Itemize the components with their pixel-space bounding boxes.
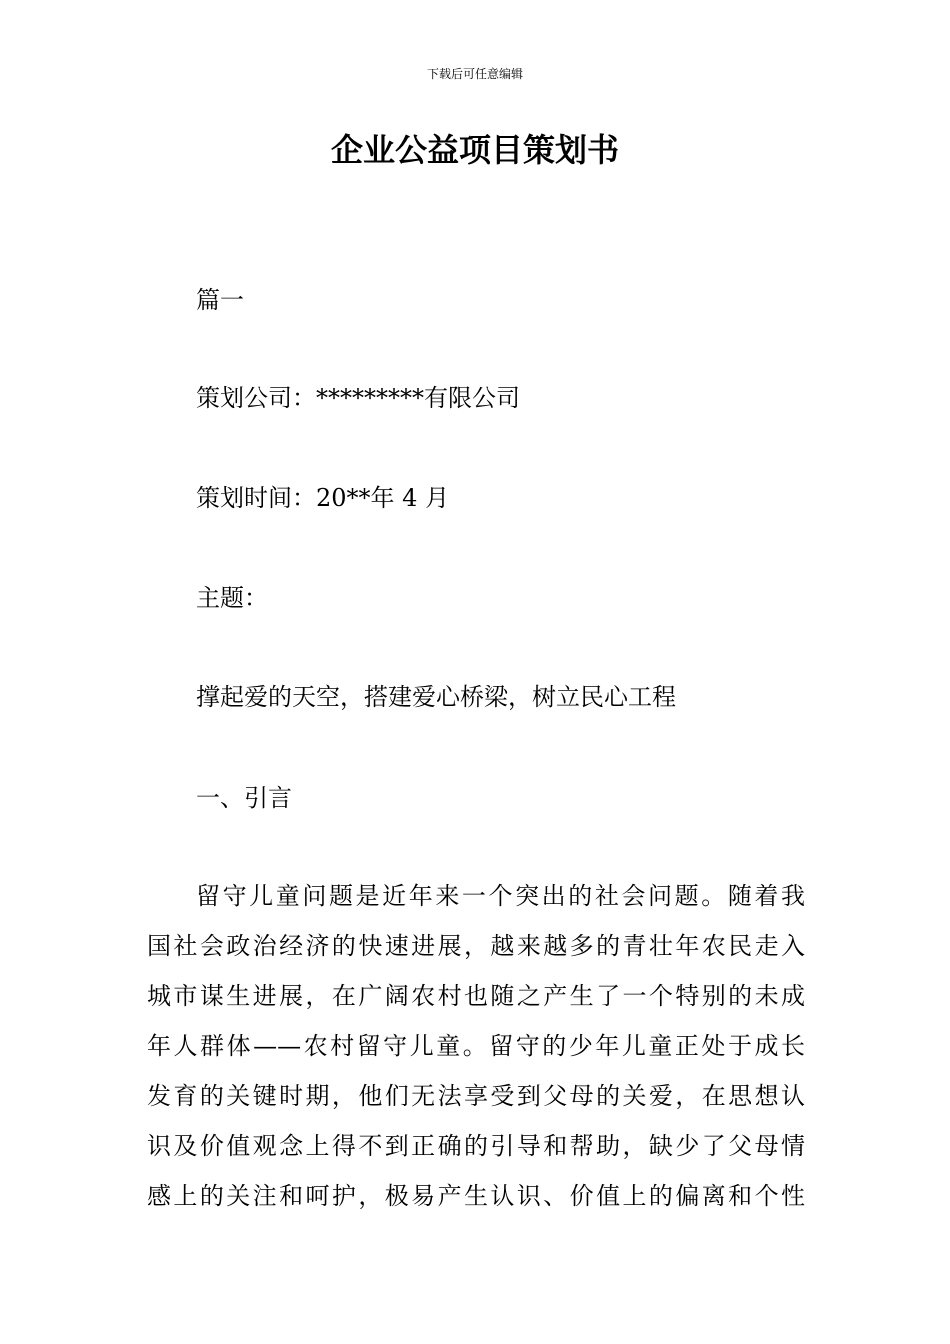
paragraph-line: 城市谋生进展，在广阔农村也随之产生了一个特别的未成 — [147, 982, 805, 1010]
intro-heading: 一、引言 — [196, 784, 292, 812]
header-note: 下载后可任意编辑 — [426, 67, 523, 81]
paragraph-line: 留守儿童问题是近年来一个突出的社会问题。随着我 — [196, 882, 805, 910]
paragraph-line: 感上的关注和呵护，极易产生认识、价值上的偏离和个性 — [147, 1182, 805, 1210]
paragraph-line: 年人群体——农村留守儿童。留守的少年儿童正处于成长 — [147, 1032, 805, 1060]
document-title: 企业公益项目策划书 — [330, 131, 619, 169]
company-line: 策划公司：*********有限公司 — [196, 384, 520, 412]
paragraph-line: 国社会政治经济的快速进展，越来越多的青壮年农民走入 — [147, 932, 805, 960]
paragraph-line: 识及价值观念上得不到正确的引导和帮助，缺少了父母情 — [147, 1132, 805, 1160]
section-label: 篇一 — [196, 286, 244, 314]
date-line: 策划时间：20**年 4 月 — [196, 484, 450, 512]
theme-text: 撑起爱的天空，搭建爱心桥梁，树立民心工程 — [196, 683, 676, 711]
paragraph-line: 发育的关键时期，他们无法享受到父母的关爱，在思想认 — [147, 1082, 805, 1110]
theme-label: 主题： — [196, 584, 268, 612]
